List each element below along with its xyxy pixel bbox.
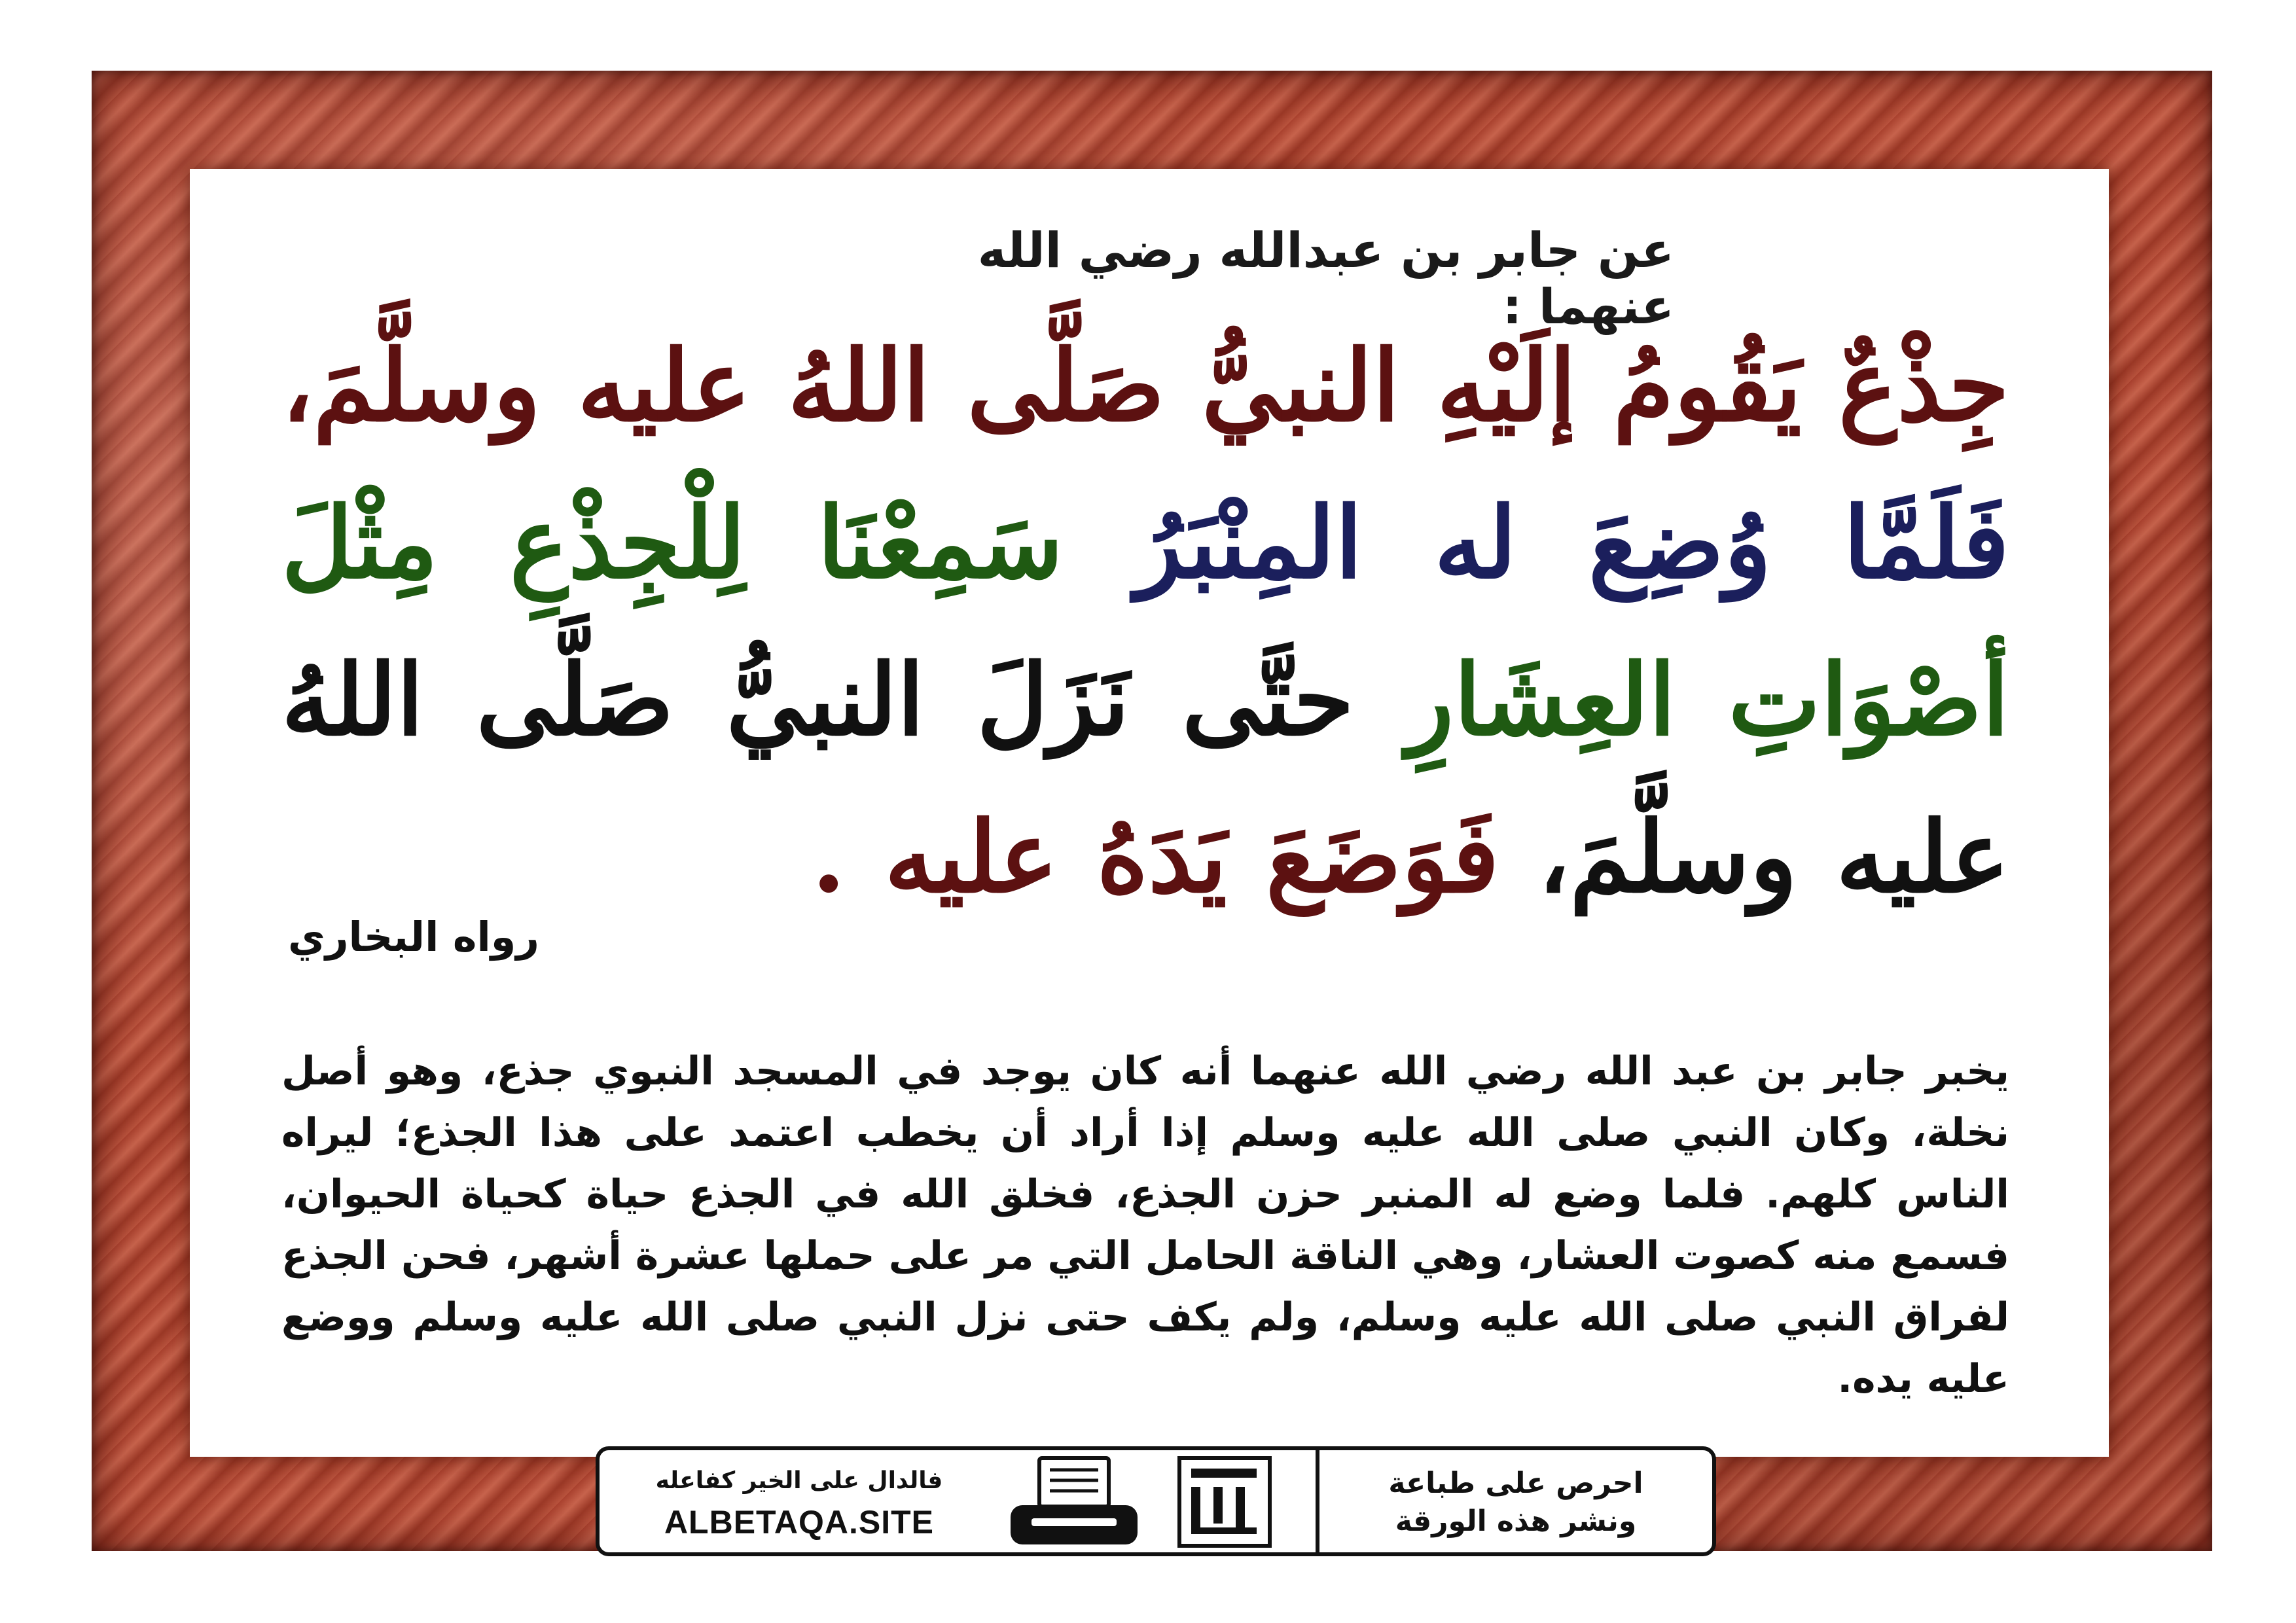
footer-slogan: فالدال على الخير كفاعله <box>655 1467 943 1494</box>
hadith-explanation: يخبر جابر بن عبد الله رضي الله عنهما أنه كان يوجد في المسجد النبوي جذع، وهو أصل نخلة، وكان النبي صلى الله عليه وسلم إذا أراد أن يخطب اعتمد على هذا الجذع؛ ليراه الناس كلهم. فلما وضع له المنبر حزن الجذع، فخلق الله في الجذع حياة كحياة الحيوان، فسمع منه كصوت العشار، وهي الناقة الحامل التي مر على حملها عشرة أشهر، فحن الجذع لفراق النبي صلى الله عليه وسلم، ولم يكف حتى نزل النبي صلى الله عليه وسلم ووضع عليه يده. <box>281 1048 2009 1402</box>
footer-cta-line-1: احرص على طباعة <box>1388 1467 1643 1500</box>
footer-site-link[interactable]: ALBETAQA.SITE <box>664 1504 935 1541</box>
hadith-line-3 <box>281 641 2009 759</box>
hadith-segment-green: سَمِعْنَا لِلْجِذْعِ مِثْلَ <box>281 486 1064 601</box>
hadith-segment-red: فَوَضَعَ يَدَهُ عليه . <box>812 800 1499 915</box>
printer-icon <box>1005 1454 1143 1550</box>
hadith-segment-blue: فَلَمَّا وُضِعَ له المِنْبَرُ <box>1135 486 2009 601</box>
footer-call-to-action <box>1316 1450 1712 1552</box>
footer-site-block <box>600 1450 999 1552</box>
hadith-line-1: جِذْعٌ يَقُومُ إلَيْهِ النبيُّ صَلَّى اللهُ عليه وسلَّمَ، <box>281 329 2009 444</box>
hadith-segment-green-2: أصْوَاتِ العِشَارِ <box>1406 643 2009 758</box>
hadith-intro: عن جابر بن عبدالله رضي الله عنهما : <box>977 223 1674 335</box>
footer-bar <box>596 1446 1716 1556</box>
logo-mark <box>1175 1454 1274 1550</box>
hadith-segment-black: حتَّى نَزَلَ النبيُّ صَلَّى اللهُ <box>281 643 1354 758</box>
hadith-source: رواه البخاري <box>288 913 539 961</box>
hadith-line-2 <box>281 484 2009 602</box>
hadith-line-4 <box>812 798 2009 916</box>
footer-cta-line-2: ونشر هذه الورقة <box>1395 1505 1637 1538</box>
hadith-segment-black-2: عليه وسلَّمَ، <box>1537 800 2009 915</box>
